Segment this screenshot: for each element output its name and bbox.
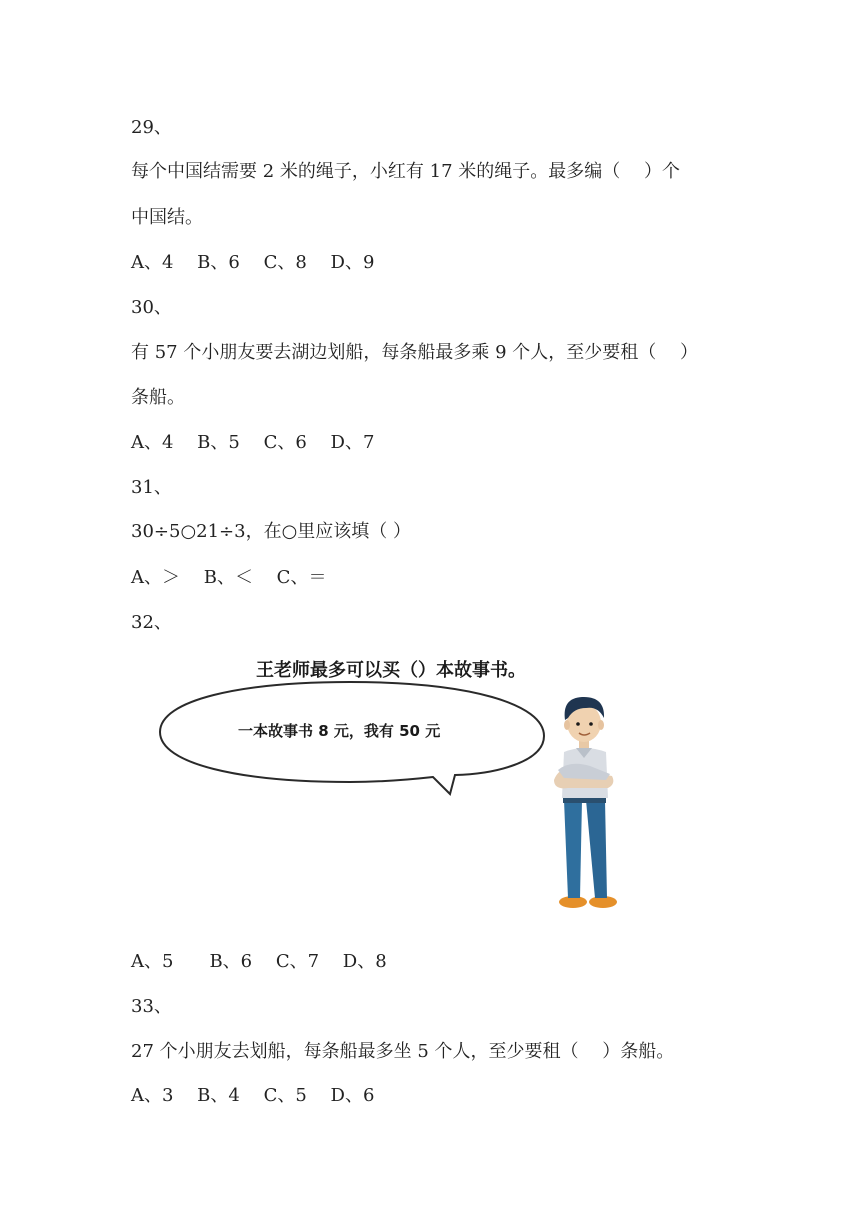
figure-title: 王老师最多可以买（）本故事书。 [256, 660, 526, 681]
question-number: 32、 [131, 612, 172, 633]
question-text-continued: 条船。 [131, 387, 185, 408]
question-text-continued: 中国结。 [131, 207, 203, 228]
speech-bubble-text: 一本故事书 8 元，我有 50 元 [238, 722, 441, 740]
answer-options: A、3 B、4 C、5 D、6 [131, 1085, 375, 1106]
question-figure [150, 648, 630, 918]
question-number: 33、 [131, 996, 172, 1017]
figure-graphic [150, 648, 630, 918]
question-text: 每个中国结需要 2 米的绳子，小红有 17 米的绳子。最多编（ ）个 [131, 161, 680, 182]
question-text: 30÷5○21÷3，在○里应该填（ ） [131, 521, 412, 542]
answer-options: A、4 B、6 C、8 D、9 [131, 252, 375, 273]
question-text: 27 个小朋友去划船，每条船最多坐 5 个人，至少要租（ ）条船。 [131, 1041, 675, 1062]
question-number: 29、 [131, 117, 172, 138]
question-number: 31、 [131, 477, 172, 498]
answer-options: A、4 B、5 C、6 D、7 [131, 432, 375, 453]
answer-options: A、＞ B、＜ C、＝ [131, 567, 327, 588]
teacher-illustration [554, 697, 617, 908]
answer-options: A、5 B、6 C、7 D、8 [131, 951, 387, 972]
question-text: 有 57 个小朋友要去湖边划船，每条船最多乘 9 个人，至少要租（ ） [131, 342, 698, 363]
question-number: 30、 [131, 297, 172, 318]
